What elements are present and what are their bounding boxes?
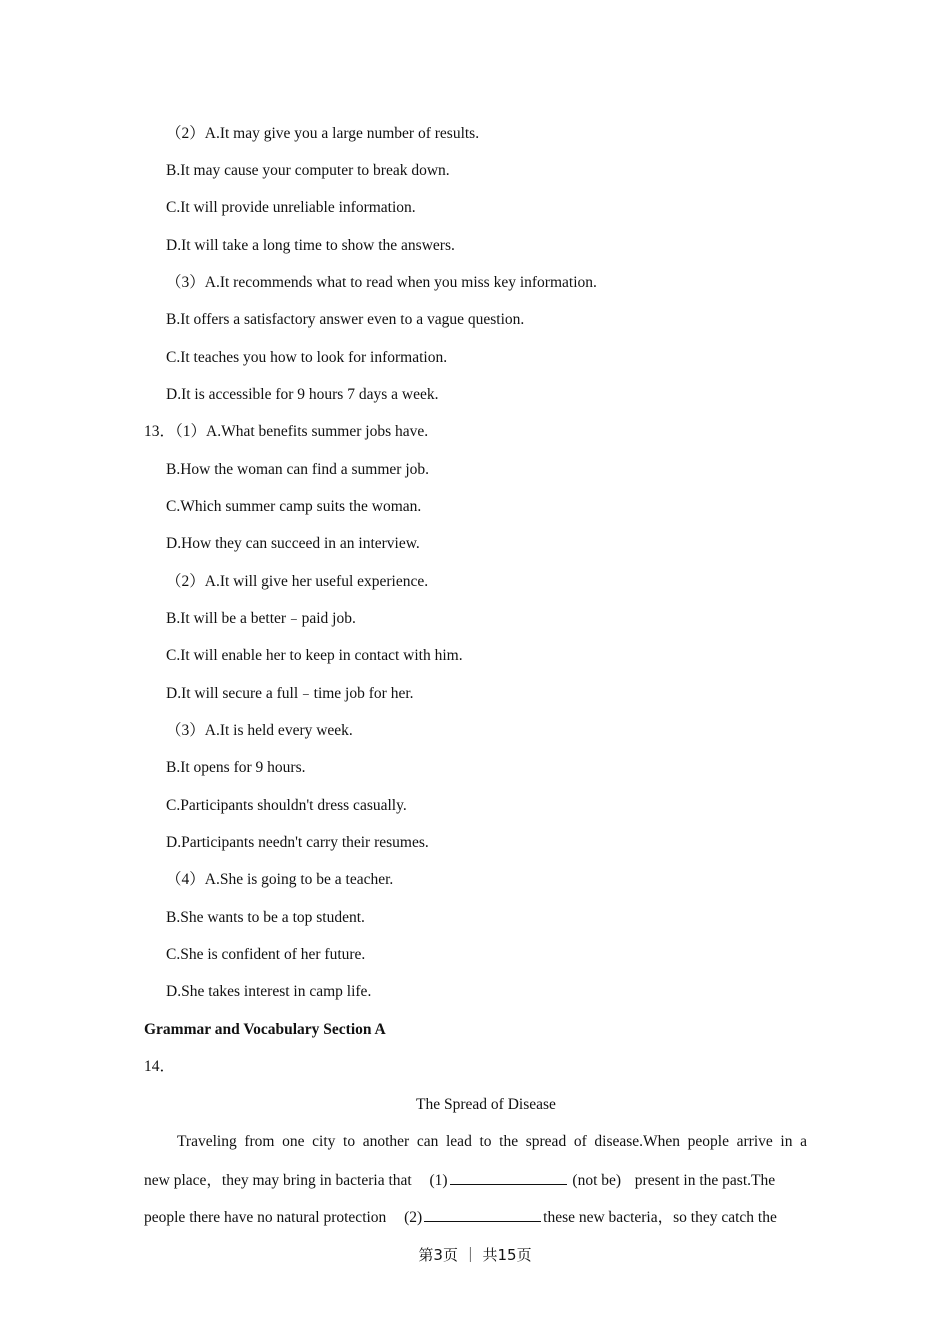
question-13-part-2-option-c: C.It will enable her to keep in contact with him.: [166, 647, 463, 664]
question-13-part-1-option-b: B.How the woman can find a summer job.: [166, 461, 430, 478]
question-13-part-2-option-a: （2）A.It will give her useful experience.: [166, 573, 429, 590]
page-footer: 第3页 ｜ 共15页: [418, 1246, 532, 1264]
question-12-part-2-option-a: （2）A.It may give you a large number of results.: [166, 125, 480, 142]
blank-1-hint: (not be): [572, 1172, 622, 1189]
question-13-part-2-option-d: D.It will secure a full﹣time job for her.: [166, 685, 414, 702]
passage-line-3: [144, 1207, 807, 1228]
passage-line-3-start: people there have no natural protection: [144, 1209, 387, 1226]
question-13-part-4-option-a: （4）A.She is going to be a teacher.: [166, 871, 394, 888]
question-13-part-3-option-c: C.Participants shouldn't dress casually.: [166, 797, 407, 814]
question-13-part-1-option-a: 13．（1）A.What benefits summer jobs have.: [144, 423, 429, 440]
blank-1-number: (1): [429, 1172, 448, 1189]
passage-line-1: Traveling from one city to another can lead to the spread of disease.When people arrive in a: [177, 1133, 807, 1150]
question-13-part-3-option-d: D.Participants needn't carry their resumes.: [166, 834, 429, 851]
section-heading: Grammar and Vocabulary Section A: [144, 1021, 386, 1038]
question-12-part-3-option-d: D.It is accessible for 9 hours 7 days a week.: [166, 386, 439, 403]
question-12-part-3-option-b: B.It offers a satisfactory answer even to a vague question.: [166, 311, 525, 328]
question-13-part-4-option-d: D.She takes interest in camp life.: [166, 983, 372, 1000]
passage-line-2-start: new place，they may bring in bacteria that: [144, 1172, 412, 1189]
question-13-part-1-option-c: C.Which summer camp suits the woman.: [166, 498, 422, 515]
passage-line-3-end: these new bacteria，so they catch the: [543, 1209, 777, 1226]
question-12-part-3-option-a: （3）A.It recommends what to read when you miss key information.: [166, 274, 597, 291]
question-13-part-1-option-d: D.How they can succeed in an interview.: [166, 535, 420, 552]
question-13-part-3-option-b: B.It opens for 9 hours.: [166, 759, 306, 776]
passage-line-2-end: present in the past.The: [634, 1172, 776, 1189]
blank-1[interactable]: [450, 1170, 567, 1185]
passage-title: The Spread of Disease: [416, 1096, 556, 1113]
question-13-part-2-option-b: B.It will be a better﹣paid job.: [166, 610, 356, 627]
blank-2-number: (2): [404, 1209, 423, 1226]
question-13-part-3-option-a: （3）A.It is held every week.: [166, 722, 353, 739]
question-12-part-3-option-c: C.It teaches you how to look for information.: [166, 349, 448, 366]
question-13-part-4-option-c: C.She is confident of her future.: [166, 946, 366, 963]
blank-2[interactable]: [424, 1207, 541, 1222]
passage-line-2: [144, 1170, 807, 1191]
question-12-part-2-option-c: C.It will provide unreliable information.: [166, 199, 416, 216]
question-14-number: 14．: [144, 1058, 176, 1075]
question-12-part-2-option-b: B.It may cause your computer to break down.: [166, 162, 450, 179]
question-12-part-2-option-d: D.It will take a long time to show the answers.: [166, 237, 455, 254]
question-13-part-4-option-b: B.She wants to be a top student.: [166, 909, 365, 926]
